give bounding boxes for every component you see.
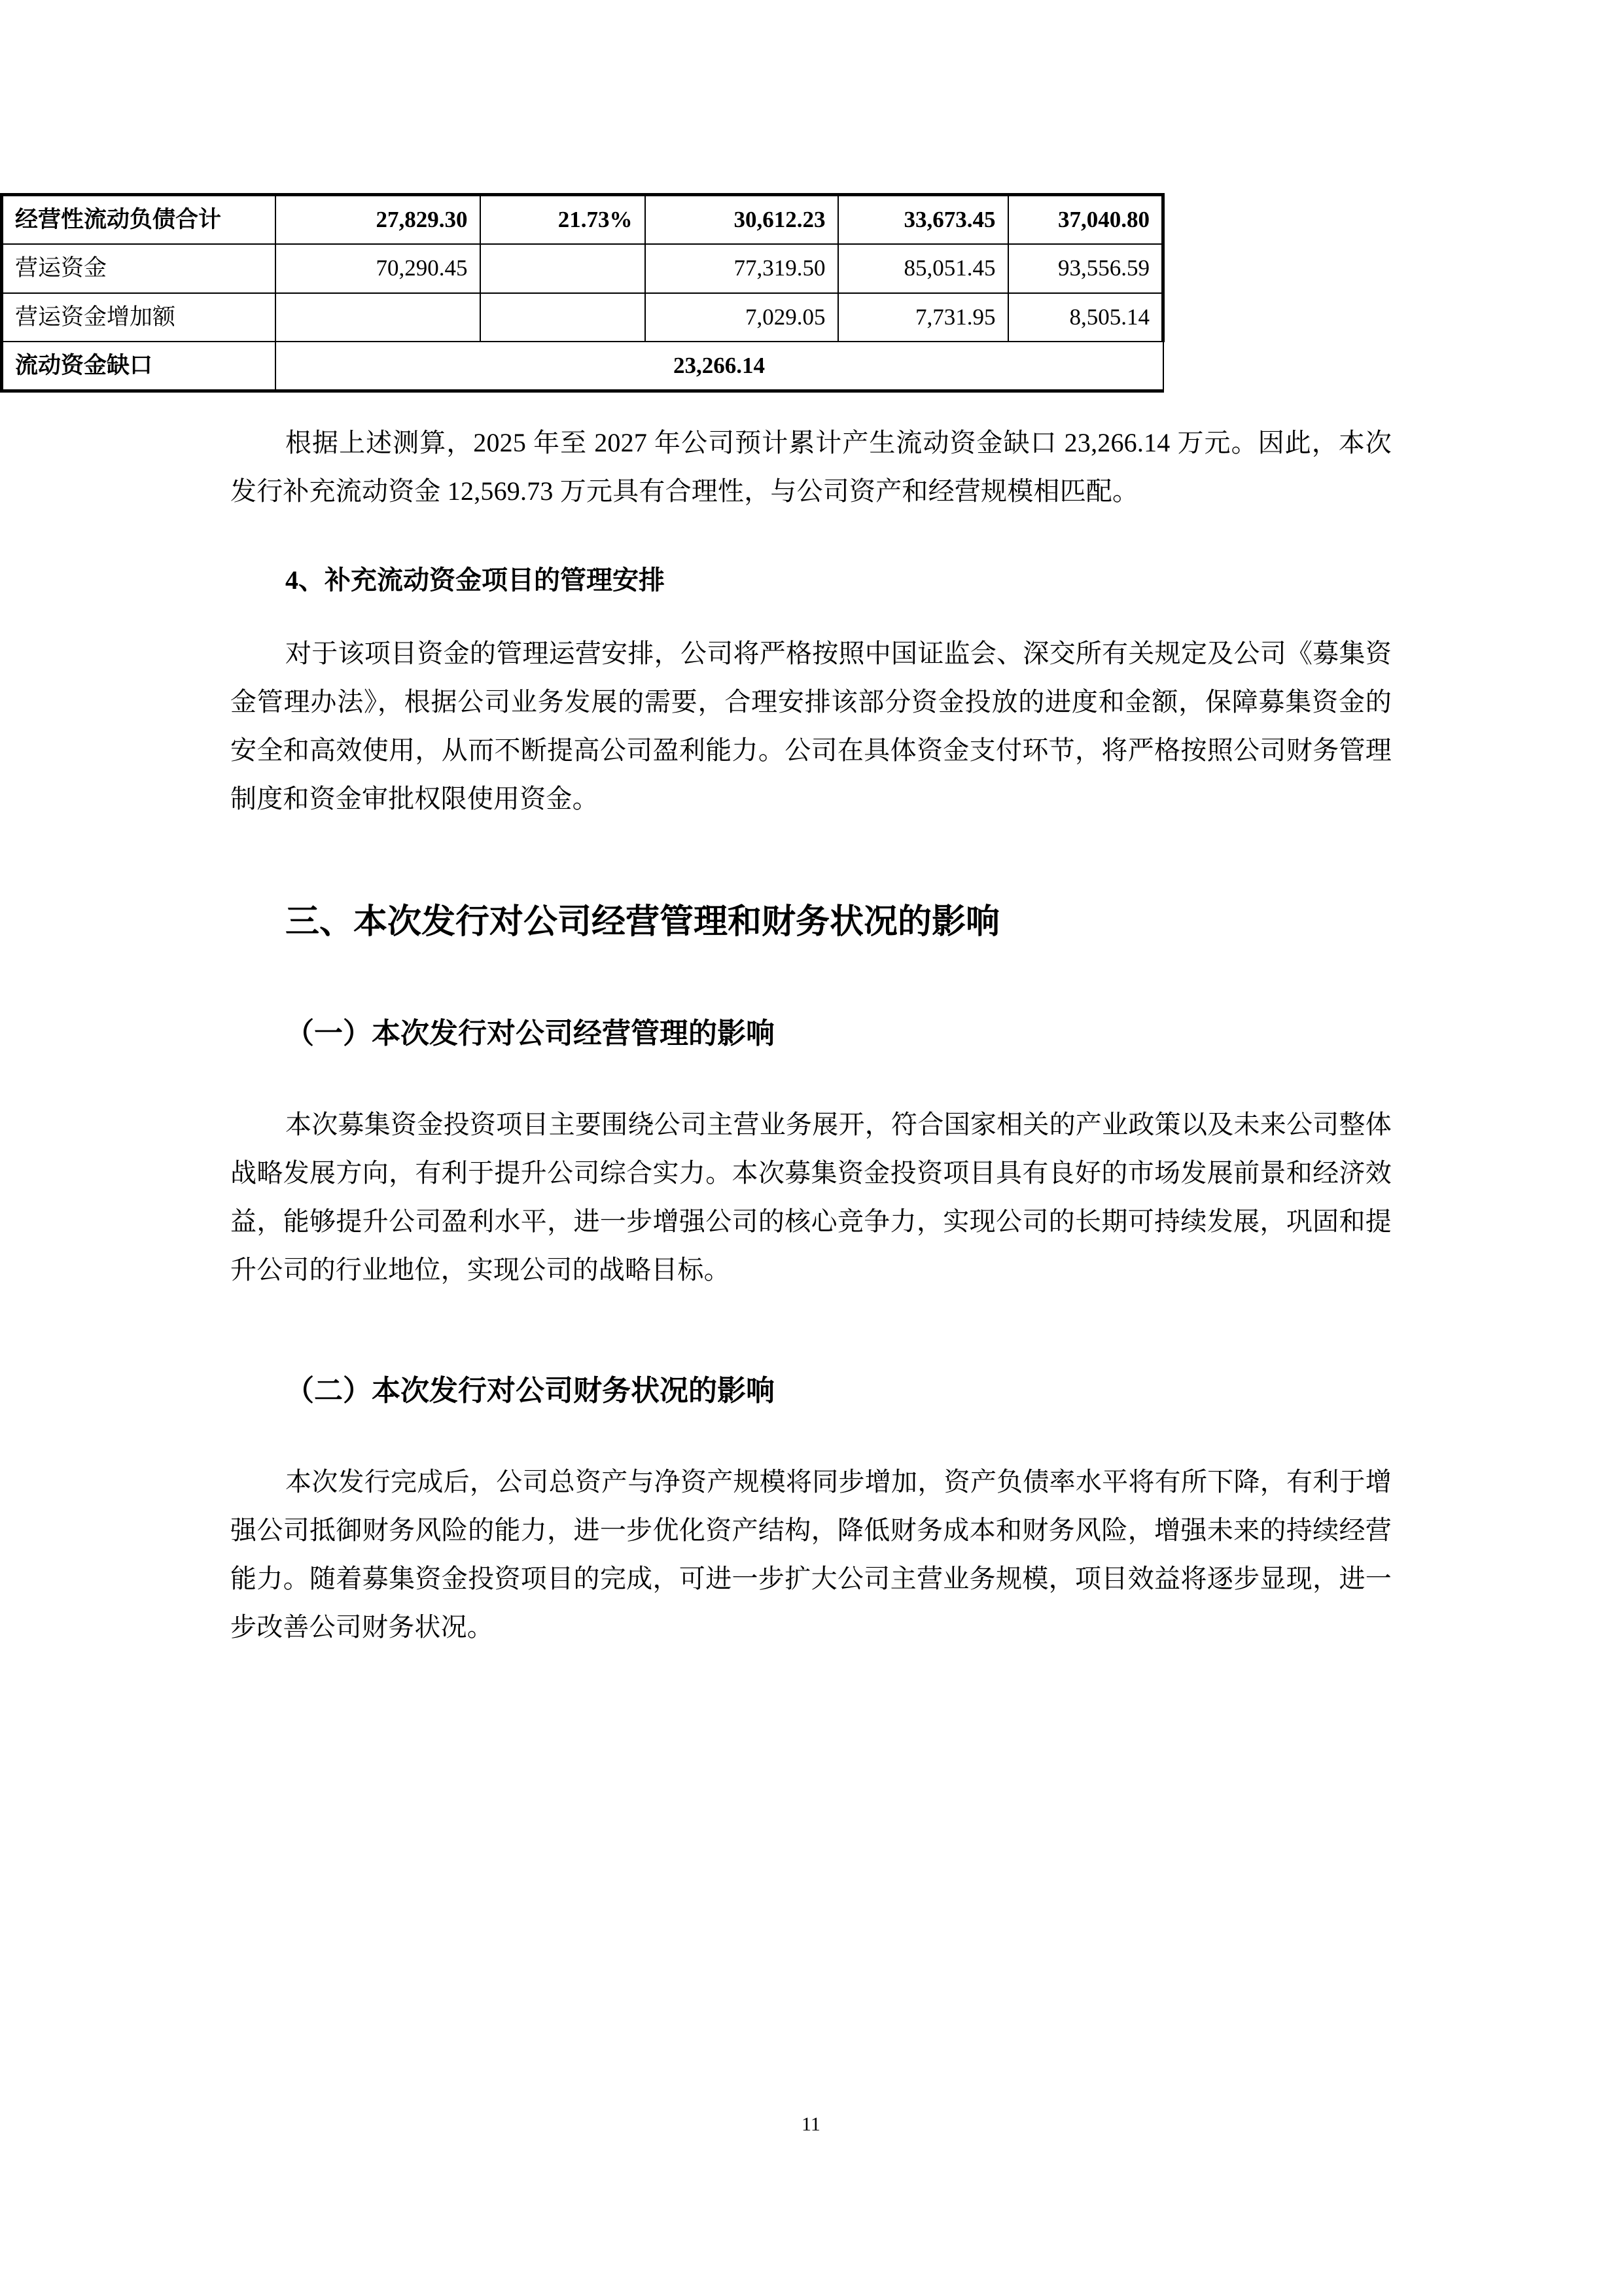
table-cell-value: 33,673.45 [838, 195, 1008, 245]
table-cell-value: 93,556.59 [1008, 244, 1163, 292]
table-cell-value: 85,051.45 [838, 244, 1008, 292]
spacer [230, 605, 1392, 629]
table-cell-value [275, 293, 480, 342]
paragraph-management-impact: 本次募集资金投资项目主要围绕公司主营业务展开，符合国家相关的产业政策以及未来公司整体战略发展方向，有利于提升公司综合实力。本次募集资金投资项目具有良好的市场发展前景和经济效益，能够提升公司盈利水平，进一步增强公司的核心竞争力，实现公司的长期可持续发展，巩固和提升公司的行业地位，实现公司的战略目标。 [230, 1110, 1392, 1284]
spacer [230, 951, 1392, 1008]
table-cell-value: 8,505.14 [1008, 293, 1163, 342]
table-cell-value [480, 293, 645, 342]
paragraph-financial-impact: 本次发行完成后，公司总资产与净资产规模将同步增加，资产负债率水平将有所下降，有利于增强公司抵御财务风险的能力，进一步优化资产结构，降低财务成本和财务风险，增强未来的持续经营能力。随着募集资金投资项目的完成，可进一步扩大公司主营业务规模，项目效益将逐步显现，进一步改善公司财务状况。 [230, 1467, 1392, 1642]
table-cell-value: 70,290.45 [275, 244, 480, 292]
spacer [230, 516, 1392, 556]
table-cell-value: 21.73% [480, 195, 645, 245]
table-cell-label: 营运资金增加额 [2, 293, 275, 342]
table-row [2, 195, 1163, 245]
table-row [2, 293, 1163, 342]
table-cell-value: 30,612.23 [645, 195, 838, 245]
document-body [230, 419, 1392, 1651]
spacer [230, 1060, 1392, 1101]
paragraph-management-arrangement: 对于该项目资金的管理运营安排，公司将严格按照中国证监会、深交所有关规定及公司《募集资金管理办法》，根据公司业务发展的需要，合理安排该部分资金投放的进度和金额，保障募集资金的安全和高效使用，从而不断提高公司盈利能力。公司在具体资金支付环节，将严格按照公司财务管理制度和资金审批权限使用资金。 [230, 639, 1392, 813]
heading-subsection-one: （一）本次发行对公司经营管理的影响 [285, 1017, 775, 1050]
table-cell-label: 营运资金 [2, 244, 275, 292]
table-cell-label: 经营性流动负债合计 [2, 195, 275, 245]
spacer [230, 1417, 1392, 1458]
table-row-total [2, 342, 1163, 391]
page-number: 11 [802, 2113, 820, 2135]
table-cell-total-value: 23,266.14 [275, 342, 1163, 391]
table-cell-value: 7,029.05 [645, 293, 838, 342]
table-cell-value: 77,319.50 [645, 244, 838, 292]
liquidity-gap-table [0, 193, 1165, 393]
table-cell-value: 7,731.95 [838, 293, 1008, 342]
heading-section-three: 三、本次发行对公司经营管理和财务状况的影响 [285, 904, 1000, 941]
heading-supplement-management: 4、补充流动资金项目的管理安排 [285, 565, 665, 595]
spacer [230, 1294, 1392, 1365]
table-cell-value: 37,040.80 [1008, 195, 1163, 245]
table-cell-value: 27,829.30 [275, 195, 480, 245]
table-row [2, 244, 1163, 292]
spacer [230, 823, 1392, 894]
heading-subsection-two: （二）本次发行对公司财务状况的影响 [285, 1375, 775, 1407]
paragraph-gap-summary: 根据上述测算，2025 年至 2027 年公司预计累计产生流动资金缺口 23,266.14 万元。因此，本次发行补充流动资金 12,569.73 万元具有合理性，与公司资产和经营规模相匹配。 [230, 428, 1392, 506]
table-cell-label: 流动资金缺口 [2, 342, 275, 391]
table-cell-value [480, 244, 645, 292]
